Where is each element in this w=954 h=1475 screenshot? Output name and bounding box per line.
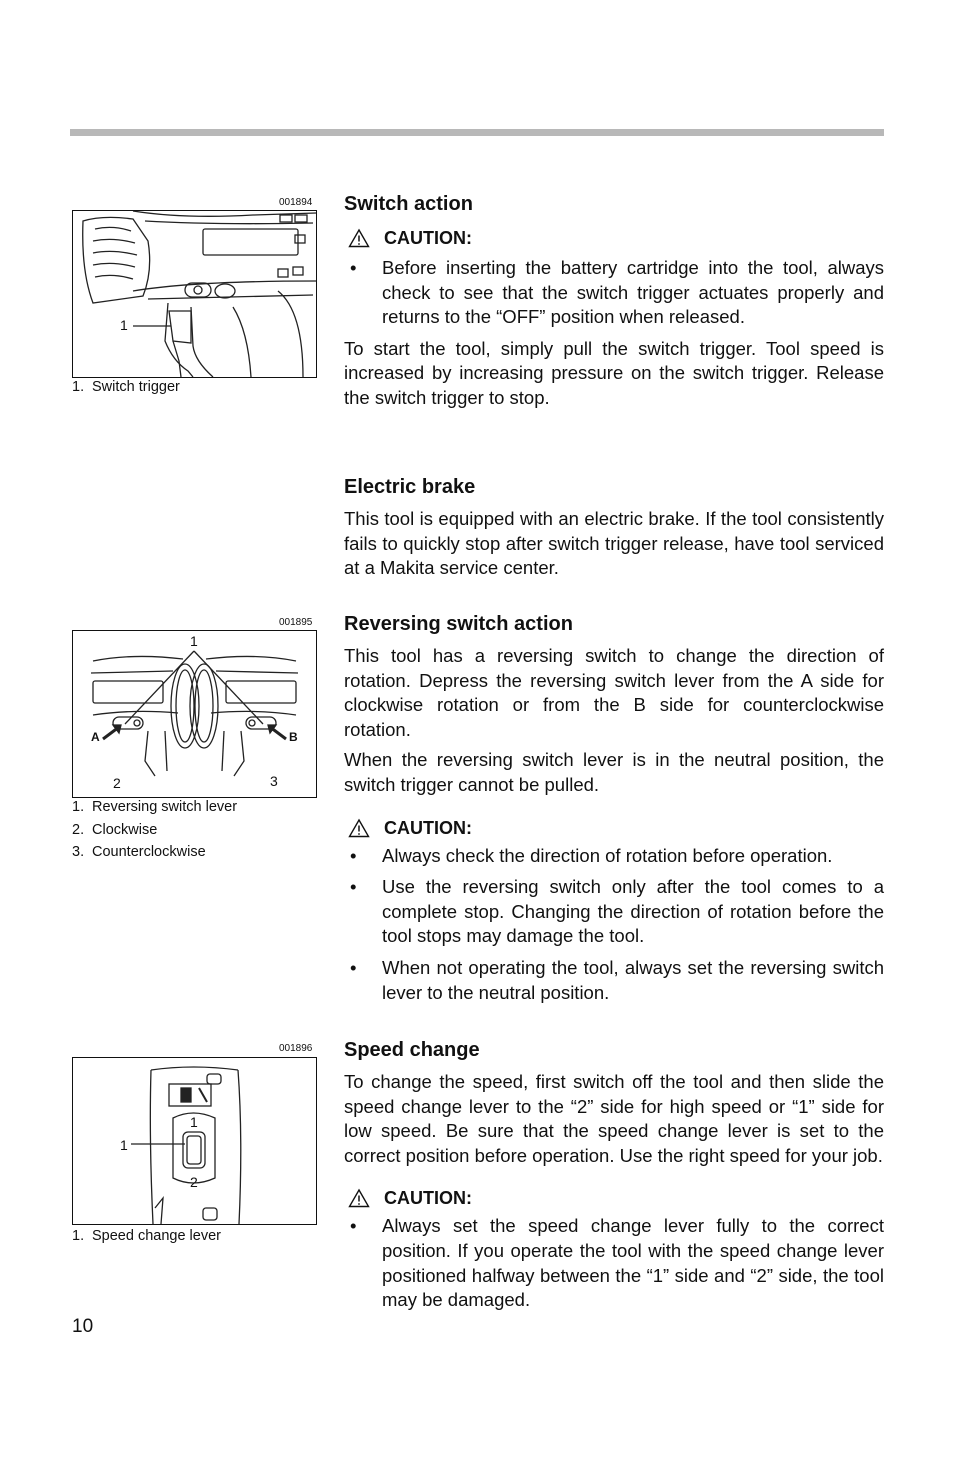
- warning-icon: [348, 1188, 370, 1208]
- figure-legend: [72, 796, 237, 864]
- speed-change-section: [344, 1038, 884, 1313]
- caution-label: CAUTION:: [344, 226, 884, 250]
- bullet-item: • Always check the direction of rotation before operation.: [350, 844, 833, 866]
- reversing-switch-section: [344, 612, 884, 1005]
- reversing-switch-figure: [72, 630, 317, 798]
- speed-change-figure: [72, 1057, 317, 1225]
- bullet-item: • Use the reversing switch only after the tool comes to a complete stop. Changing the direction of rotation before the tool stops may damage the tool.: [350, 876, 884, 947]
- callout-a: A: [91, 730, 100, 744]
- switch-action-section: [344, 192, 884, 411]
- callout-1: 1: [190, 633, 198, 649]
- switch-trigger-figure: [72, 210, 317, 378]
- figure-code: 001894: [279, 197, 313, 208]
- paragraph: When the reversing switch lever is in the neutral position, the switch trigger cannot be pulled.: [344, 749, 884, 795]
- warning-icon: [348, 228, 370, 248]
- bullet-item: • Before inserting the battery cartridge into the tool, always check to see that the switch trigger actuates properly and returns to the “OFF” position when released.: [350, 257, 884, 328]
- paragraph: To start the tool, simply pull the switch trigger. Tool speed is increased by increasing pressure on the switch trigger. Release the switch trigger to stop.: [344, 337, 884, 408]
- caution-label: CAUTION:: [344, 816, 884, 840]
- warning-icon: [348, 818, 370, 838]
- legend-item: 3. Counterclockwise: [72, 844, 206, 860]
- callout-3: 3: [270, 773, 278, 789]
- electric-brake-section: [344, 475, 884, 581]
- paragraph: To change the speed, first switch off the tool and then slide the speed change lever to the “2” side for high speed or “1” side for low speed. Be sure that the speed change lever is set to the correct position before operation. Use the right speed for your job.: [344, 1071, 884, 1166]
- legend-item: 1. Reversing switch lever: [72, 799, 238, 815]
- callout-1: 1: [120, 1137, 128, 1153]
- caution-label: CAUTION:: [344, 1186, 884, 1210]
- section-heading: Speed change: [344, 1039, 480, 1061]
- section-heading: Switch action: [344, 193, 473, 215]
- figure-legend: [72, 1225, 221, 1248]
- figure-code: 001896: [279, 1043, 313, 1054]
- legend-item: 2. Clockwise: [72, 821, 158, 838]
- figure-legend: [72, 376, 180, 399]
- legend-item: 1. Speed change lever: [72, 1228, 221, 1244]
- section-heading: Electric brake: [344, 476, 476, 498]
- paragraph: This tool is equipped with an electric brake. If the tool consistently fails to quickly stop after switch trigger release, have tool serviced at a Makita service center.: [344, 508, 884, 579]
- callout-2: 2: [113, 775, 121, 791]
- paragraph: This tool has a reversing switch to change the direction of rotation. Depress the reversing switch lever from the A side for clockwise rotation or from the B side for counterclockwise rotation.: [344, 645, 884, 740]
- speed-1-label: 1: [190, 1114, 198, 1130]
- speed-2-label: 2: [190, 1174, 198, 1190]
- callout-1: 1: [120, 317, 128, 333]
- callout-b: B: [289, 730, 298, 744]
- page-number: 10: [72, 1316, 94, 1337]
- figure-code: 001895: [279, 617, 313, 628]
- section-heading: Reversing switch action: [344, 613, 573, 635]
- header-rule: [70, 129, 884, 136]
- bullet-item: • When not operating the tool, always set the reversing switch lever to the neutral position.: [350, 956, 884, 1003]
- bullet-item: • Always set the speed change lever fully to the correct position. If you operate the tool with the speed change lever positioned halfway between the “1” side and “2” side, the tool may be damaged.: [350, 1215, 884, 1311]
- legend-item: 1. Switch trigger: [72, 379, 180, 395]
